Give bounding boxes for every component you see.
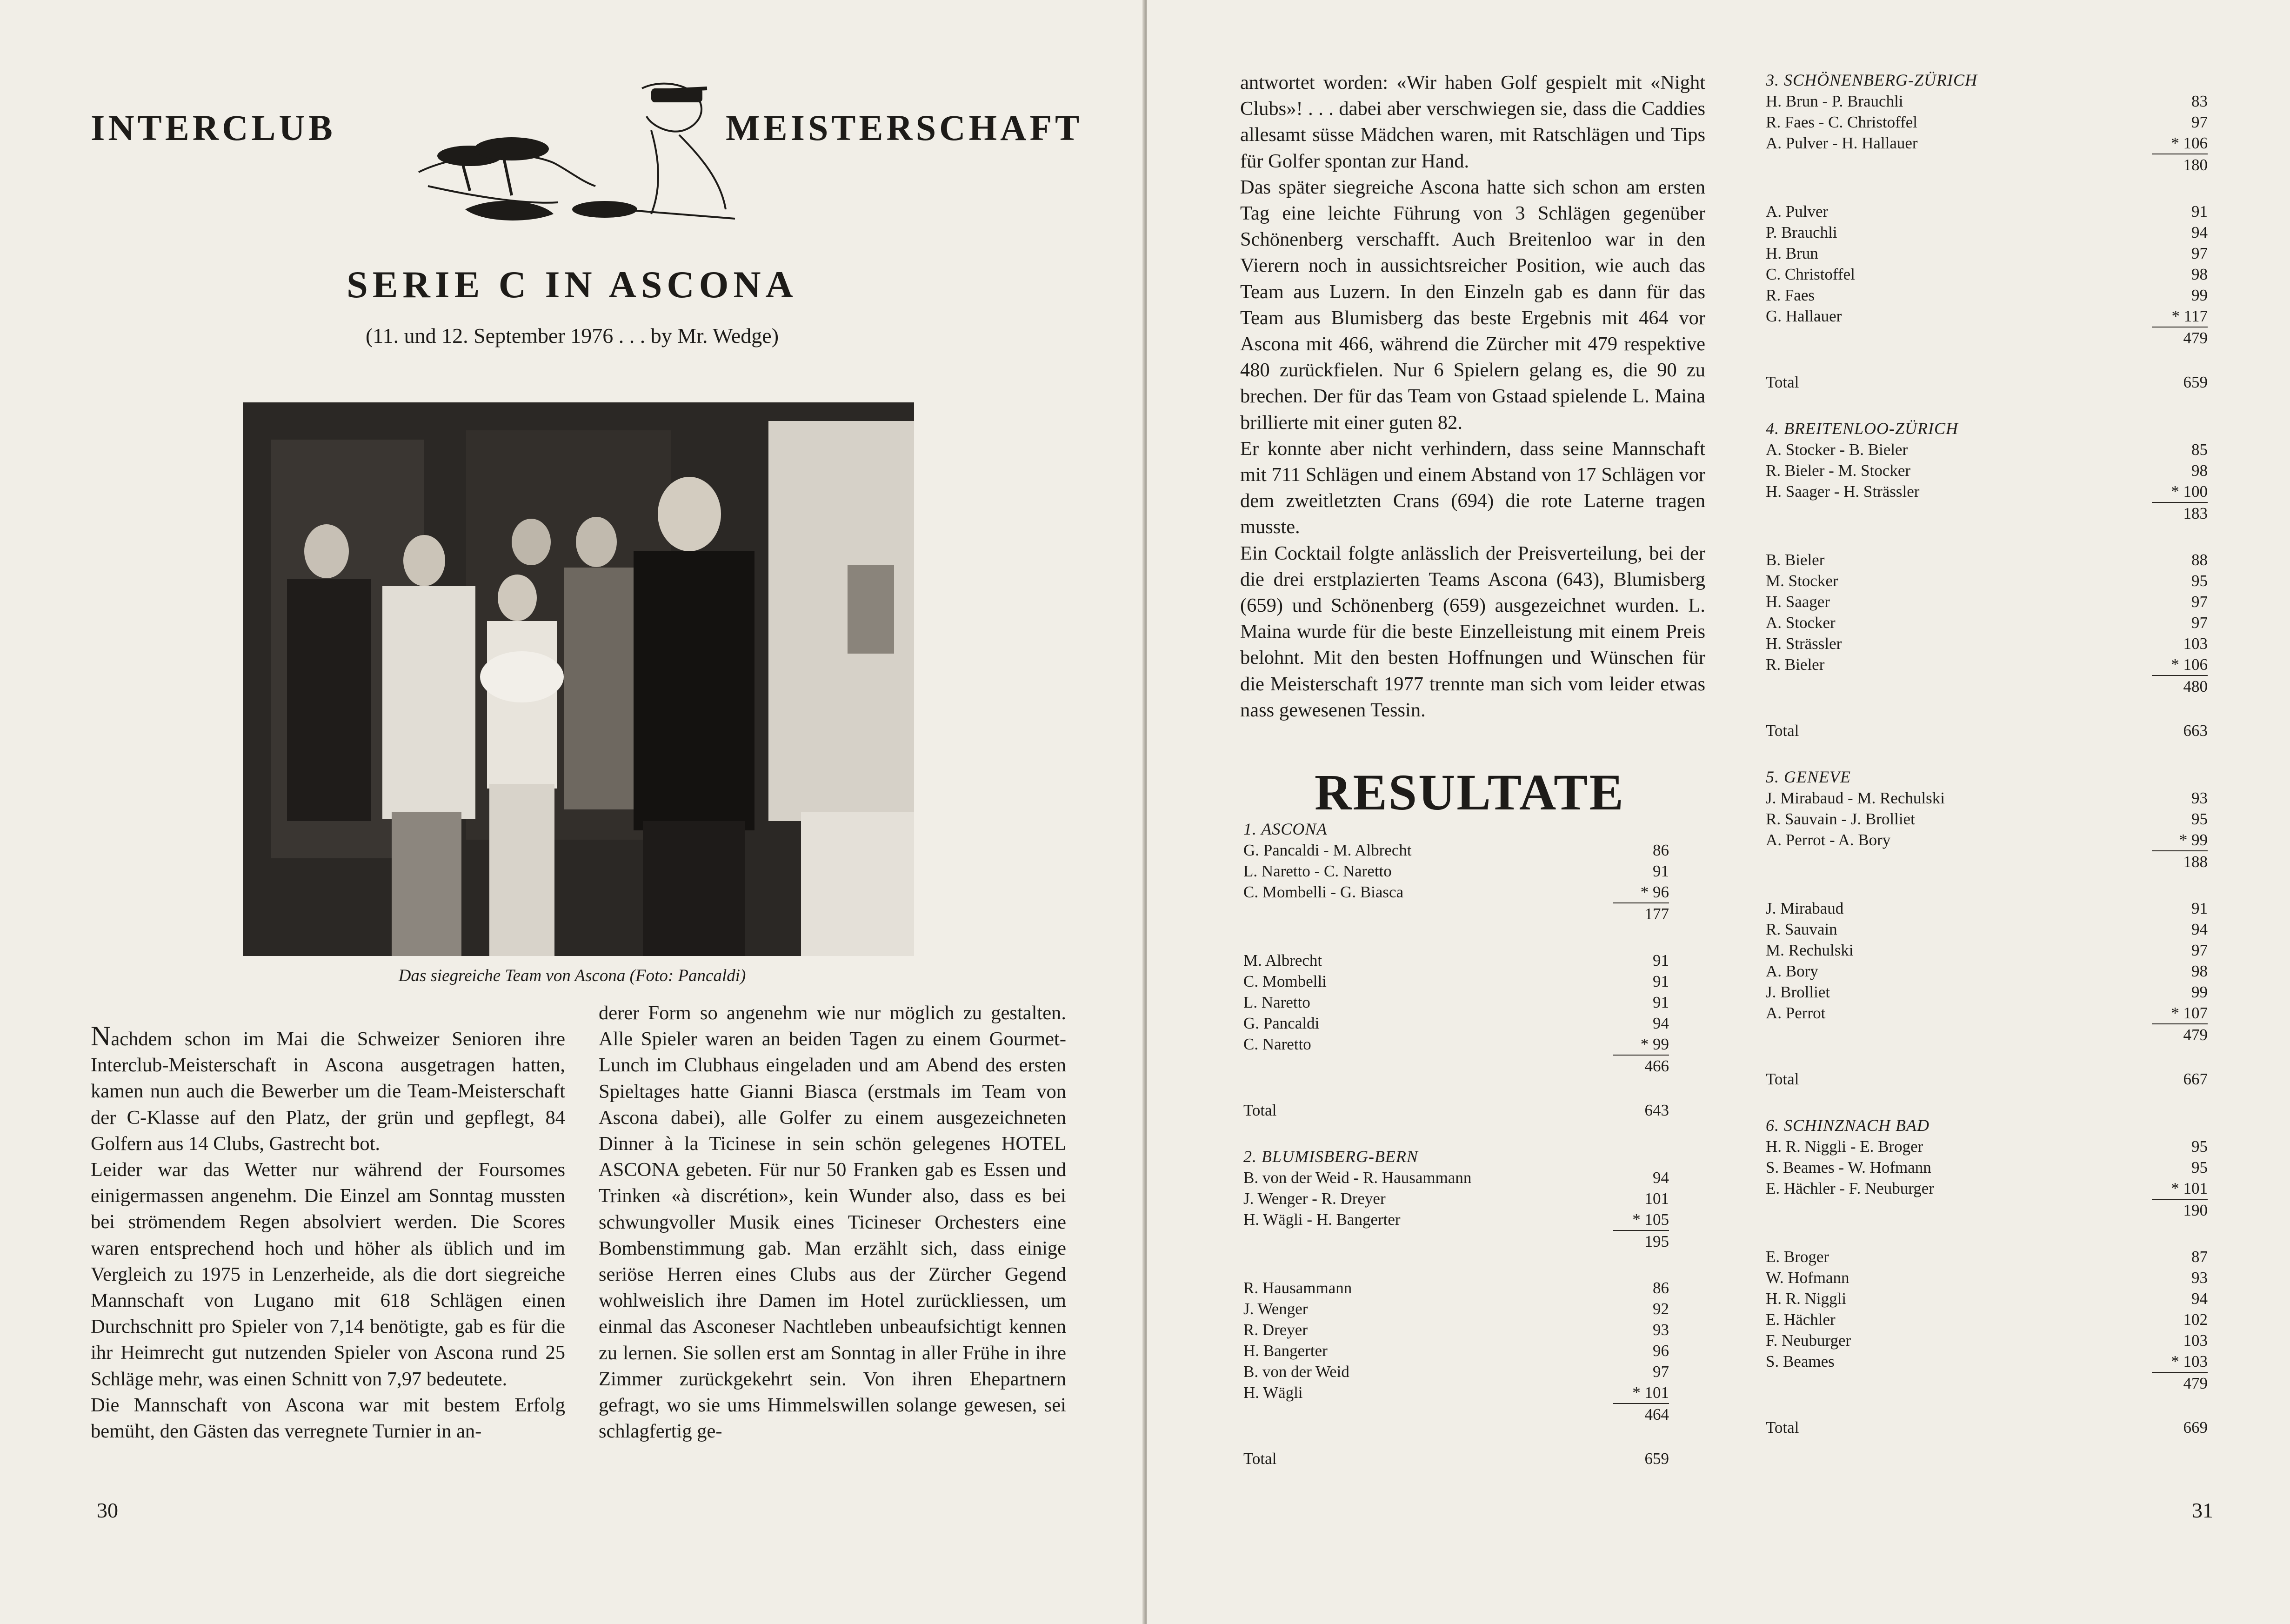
score: 103 (2183, 635, 2208, 653)
result-row (1766, 1157, 2208, 1178)
score: 97 (2191, 941, 2208, 959)
result-row (1766, 809, 2208, 829)
paragraph: derer Form so angenehm wie nur möglich zu gestalten. Alle Spieler waren an beiden Tagen zu einem Gourmet-Lunch im Clubhaus eingeladen und am Abend des ersten Spieltages hatte Gianni Biasca (erstmals im Team von Ascona dabei), alle Golfer zu einem ausgezeichneten Dinner à la Ticinese in sein schön gelegenes HOTEL ASCONA gebeten. Für nur 50 Franken gab es Essen und Trinken «à discrétion», kein Wunder also, dass es bei schwungvoller Musik eines Ticineser Orchesters eine Bombenstimmung gab. Man erzählt sich, dass einige seriöse Herren eines Clubs aus der Zürcher Gegend wohlweislich ihre Damen im Hotel zurückliessen, um einmal das Asconeser Nachtleben unbeaufsichtigt kennen zu lernen. Sie sollen erst am Sonntag in aller Frühe in ihre Zimmer zurückgekehrt sein. Von ihren Ehepartnern gefragt, wo sie ums Himmelswillen solange gewesen, sei schlagfertig ge- (599, 1002, 1066, 1443)
result-row (1766, 591, 2208, 612)
result-row (1766, 788, 2208, 809)
score: 195 (1613, 1230, 1669, 1252)
score: 97 (2191, 614, 2208, 632)
result-row (1243, 882, 1669, 902)
score: 97 (2191, 244, 2208, 262)
result-row (1766, 481, 2208, 502)
result-row (1766, 549, 2208, 570)
player-name: C. Naretto (1243, 1035, 1311, 1053)
result-row (1766, 1309, 2208, 1330)
team-result (1243, 819, 1669, 1121)
result-row (1766, 112, 2208, 133)
result-row (1766, 439, 2208, 460)
player-name: C. Mombelli - G. Biasca (1243, 883, 1404, 901)
result-row (1243, 1361, 1669, 1382)
score: 92 (1653, 1300, 1669, 1318)
score: 93 (2191, 789, 2208, 807)
player-name: H. Brun (1766, 244, 1818, 262)
player-name: J. Mirabaud - M. Rechulski (1766, 789, 1945, 807)
result-row (1766, 285, 2208, 306)
paragraph: antwortet worden: «Wir haben Golf gespielt mit «Night Clubs»! . . . dabei aber verschwiegen sie, dass die Caddies allesamt süsse Mädchen waren, mit Ratschlägen und Tips für Golfer spontan zur Hand. (1240, 72, 1705, 172)
score: 83 (2191, 92, 2208, 110)
player-name: Total (1243, 1450, 1277, 1468)
result-row (1243, 1382, 1669, 1403)
score: 480 (2152, 675, 2208, 697)
results-column-1 (1243, 819, 1669, 1495)
result-row (1243, 1188, 1669, 1209)
player-name: P. Brauchli (1766, 223, 1837, 241)
result-row (1243, 950, 1669, 971)
paragraph: Leider war das Wetter nur während der Foursomes einigermassen angenehm. Die Einzel am Sonntag mussten bei strömendem Regen absolviert werden. Die Scores waren entsprechend hoch und höher als üblich und im Vergleich zu 1975 in Lenzerheide, als die dort siegreiche Mannschaft von Lugano mit 618 Schlägen einen Durchschnitt pro Spieler von 7,14 benötigte, gab es für die ihr Heimrecht gut nutzenden Spieler von Ascona rund 25 Schläge mehr, was einen Schnitt von 7,97 bedeutete. (91, 1159, 565, 1390)
score: 659 (1644, 1450, 1669, 1468)
player-name: J. Wenger (1243, 1300, 1308, 1318)
score: 663 (2183, 722, 2208, 740)
score: * 101 (1632, 1383, 1669, 1402)
score: 479 (2152, 327, 2208, 348)
score: 91 (2191, 202, 2208, 221)
score: 96 (1653, 1342, 1669, 1360)
score: 91 (1653, 972, 1669, 990)
player-name: G. Hallauer (1766, 307, 1842, 325)
score: 97 (1653, 1363, 1669, 1381)
paragraph: Er konnte aber nicht verhindern, dass seine Mannschaft mit 711 Schlägen und einem Abstand von 17 Schlägen vor dem zweitletzten Crans (694) die rote Laterne tragen musste. (1240, 437, 1705, 538)
score: 97 (2191, 113, 2208, 131)
player-name: R. Hausammann (1243, 1279, 1352, 1297)
result-row (1766, 982, 2208, 1002)
result-row (1766, 1246, 2208, 1267)
result-row (1766, 1178, 2208, 1199)
score: 91 (1653, 993, 1669, 1011)
score: 188 (2152, 850, 2208, 872)
result-row (1766, 1023, 2208, 1045)
result-row (1766, 1288, 2208, 1309)
player-name: J. Wenger - R. Dreyer (1243, 1190, 1386, 1208)
score: * 101 (2171, 1179, 2208, 1197)
result-row (1243, 1448, 1669, 1469)
score: 95 (2191, 1137, 2208, 1156)
score: 479 (2152, 1023, 2208, 1045)
paragraph: Die Mannschaft von Ascona war mit bestem Erfolg bemüht, den Gästen das verregnete Turnier in an- (91, 1394, 565, 1443)
player-name: Total (1766, 722, 1799, 740)
score: 95 (2191, 572, 2208, 590)
player-name: S. Beames - W. Hofmann (1766, 1158, 1931, 1176)
article-column-a (91, 1021, 565, 1444)
result-row (1766, 372, 2208, 393)
team-title: 6. SCHINZNACH BAD (1766, 1116, 1930, 1135)
player-name: Total (1243, 1101, 1277, 1119)
score: 94 (2191, 1290, 2208, 1308)
article-column-b (599, 1000, 1066, 1444)
player-name: A. Pulver (1766, 202, 1829, 221)
result-row (1766, 940, 2208, 961)
team-result (1766, 70, 2208, 393)
player-name: J. Brolliet (1766, 983, 1830, 1001)
result-row (1766, 1267, 2208, 1288)
player-name: H. R. Niggli - E. Broger (1766, 1137, 1923, 1156)
team-title: 3. SCHÖNENBERG-ZÜRICH (1766, 71, 1977, 89)
result-row (1766, 222, 2208, 243)
result-row (1766, 829, 2208, 850)
subtitle: SERIE C IN ASCONA (347, 263, 798, 306)
result-row (1766, 264, 2208, 285)
player-name: Total (1766, 1070, 1799, 1088)
result-row (1766, 91, 2208, 112)
player-name: M. Stocker (1766, 572, 1838, 590)
score: 103 (2183, 1331, 2208, 1350)
score: 95 (2191, 1158, 2208, 1176)
player-name: F. Neuburger (1766, 1331, 1851, 1350)
score: * 99 (1640, 1035, 1669, 1053)
result-row (1243, 1340, 1669, 1361)
score: 93 (1653, 1321, 1669, 1339)
player-name: C. Christoffel (1766, 265, 1855, 283)
score: 86 (1653, 841, 1669, 859)
result-row (1243, 1277, 1669, 1298)
score: 88 (2191, 551, 2208, 569)
score: 94 (2191, 223, 2208, 241)
player-name: A. Pulver - H. Hallauer (1766, 134, 1918, 152)
score: * 107 (2171, 1004, 2208, 1022)
score: 91 (2191, 899, 2208, 917)
drop-cap: N (91, 1021, 111, 1051)
result-row (1766, 1330, 2208, 1351)
team-title: 2. BLUMISBERG-BERN (1243, 1147, 1418, 1166)
team-title: 1. ASCONA (1243, 820, 1328, 838)
player-name: R. Faes - C. Christoffel (1766, 113, 1918, 131)
score: 94 (2191, 920, 2208, 938)
player-name: W. Hofmann (1766, 1269, 1849, 1287)
result-row (1243, 1100, 1669, 1121)
score: 180 (2152, 154, 2208, 175)
score: 659 (2183, 373, 2208, 391)
left-page (0, 0, 1144, 1624)
result-row (1766, 898, 2208, 919)
results-column-2 (1766, 70, 2208, 1464)
player-name: B. von der Weid - R. Hausammann (1243, 1169, 1472, 1187)
score: 87 (2191, 1248, 2208, 1266)
score: 102 (2183, 1310, 2208, 1329)
score: 94 (1653, 1169, 1669, 1187)
right-page (1147, 0, 2290, 1624)
score: 98 (2191, 962, 2208, 980)
result-row (1766, 133, 2208, 154)
result-row (1766, 306, 2208, 327)
score: 177 (1613, 902, 1669, 924)
player-name: G. Pancaldi - M. Albrecht (1243, 841, 1412, 859)
player-name: C. Mombelli (1243, 972, 1327, 990)
player-name: R. Sauvain - J. Brolliet (1766, 810, 1915, 828)
player-name: S. Beames (1766, 1352, 1835, 1370)
player-name: E. Broger (1766, 1248, 1829, 1266)
player-name: R. Sauvain (1766, 920, 1837, 938)
score: 464 (1613, 1403, 1669, 1425)
photo-caption: Das siegreiche Team von Ascona (Foto: Pancaldi) (398, 966, 746, 985)
team-title: 5. GENEVE (1766, 768, 1851, 786)
result-row (1243, 1403, 1669, 1425)
player-name: A. Stocker - B. Bieler (1766, 441, 1908, 459)
player-name: B. von der Weid (1243, 1363, 1349, 1381)
player-name: M. Albrecht (1243, 951, 1322, 969)
result-row (1243, 1230, 1669, 1252)
result-row (1766, 612, 2208, 633)
player-name: E. Hächler - F. Neuburger (1766, 1179, 1934, 1197)
player-name: R. Dreyer (1243, 1321, 1308, 1339)
score: 479 (2152, 1372, 2208, 1394)
paragraph: Nachdem schon im Mai die Schweizer Senioren ihre Interclub-Meisterschaft in Ascona ausgetragen hatten, kamen nun auch die Bewerber um die Team-Meisterschaft der C-Klasse auf den Platz, der grün und gepflegt, 84 Golfern aus 14 Clubs, Gastrecht bot. (91, 1021, 565, 1155)
score: * 117 (2171, 307, 2208, 325)
result-row (1766, 654, 2208, 675)
result-row (1243, 1319, 1669, 1340)
result-row (1243, 1167, 1669, 1188)
score: 91 (1653, 951, 1669, 969)
player-name: J. Mirabaud (1766, 899, 1844, 917)
score: 95 (2191, 810, 2208, 828)
score: 98 (2191, 265, 2208, 283)
player-name: R. Faes (1766, 286, 1815, 304)
result-row (1766, 154, 2208, 175)
score: 86 (1653, 1279, 1669, 1297)
score: 97 (2191, 593, 2208, 611)
result-row (1766, 850, 2208, 872)
player-name: H. Saager - H. Strässler (1766, 482, 1920, 501)
result-row (1766, 919, 2208, 940)
result-row (1243, 1034, 1669, 1055)
result-row (1243, 1209, 1669, 1230)
team-result (1766, 1115, 2208, 1438)
player-name: H. Brun - P. Brauchli (1766, 92, 1903, 110)
results-title: RESULTATE (1315, 764, 1625, 821)
result-row (1243, 971, 1669, 992)
player-name: R. Bieler (1766, 655, 1825, 674)
heading-interclub: INTERCLUB (91, 107, 336, 148)
score: * 106 (2171, 655, 2208, 674)
player-name: E. Hächler (1766, 1310, 1836, 1329)
score: * 99 (2179, 831, 2208, 849)
player-name: B. Bieler (1766, 551, 1825, 569)
score: 94 (1653, 1014, 1669, 1032)
score: 466 (1613, 1055, 1669, 1076)
score: 93 (2191, 1269, 2208, 1287)
team-result (1766, 767, 2208, 1089)
team-photo (243, 402, 914, 956)
paragraph: Das später siegreiche Ascona hatte sich schon am ersten Tag eine leichte Führung von 3 Schlägen gegenüber Schönenberg verschafft. Auch Breitenloo war in den Vierern noch in aussichtsreicher Position, wie auch das Team aus Luzern. In den Einzeln gab es dann für das Team aus Blumisberg das beste Ergebnis mit 464 vor Ascona mit 466, während die Zürcher mit 479 respektive 480 zurückfielen. Nur 6 Spielern gelang es, die 90 zu brechen. Der für das Team von Gstaad spielende L. Maina brillierte mit einer guten 82. (1240, 176, 1705, 434)
result-row (1766, 327, 2208, 348)
player-name: Total (1766, 373, 1799, 391)
score: 91 (1653, 862, 1669, 880)
result-row (1243, 840, 1669, 861)
player-name: A. Perrot - A. Bory (1766, 831, 1891, 849)
team-result (1243, 1146, 1669, 1469)
result-row (1766, 502, 2208, 524)
result-row (1243, 902, 1669, 924)
player-name: A. Perrot (1766, 1004, 1826, 1022)
player-name: H. Saager (1766, 593, 1830, 611)
player-name: H. Bangerter (1243, 1342, 1328, 1360)
score: 667 (2183, 1070, 2208, 1088)
result-row (1766, 961, 2208, 982)
result-row (1766, 243, 2208, 264)
player-name: A. Bory (1766, 962, 1818, 980)
result-row (1766, 1136, 2208, 1157)
player-name: H. Strässler (1766, 635, 1842, 653)
result-row (1766, 1069, 2208, 1089)
page-number: 30 (97, 1498, 118, 1522)
paragraph: Ein Cocktail folgte anlässlich der Preisverteilung, bei der die drei erstplazierten Teams Ascona (643), Blumisberg (659) und Schönenberg (659) ausgezeichnet wurden. L. Maina wurde für die beste Einzelleistung mit einem Preis belohnt. Mit den besten Hoffnungen und Wünschen für die Meisterschaft 1977 trennte man sich vom leider etwas nass gewesenen Tessin. (1240, 542, 1705, 721)
result-row (1766, 1351, 2208, 1372)
heading-meisterschaft: MEISTERSCHAFT (726, 107, 1083, 148)
result-row (1766, 1002, 2208, 1023)
result-row (1243, 1013, 1669, 1034)
player-name: R. Bieler - M. Stocker (1766, 461, 1911, 480)
team-result (1766, 418, 2208, 741)
player-name: H. R. Niggli (1766, 1290, 1847, 1308)
page-number: 31 (2192, 1498, 2213, 1522)
team-title: 4. BREITENLOO-ZÜRICH (1766, 419, 1958, 438)
result-row (1243, 1055, 1669, 1076)
result-row (1766, 720, 2208, 741)
player-name: H. Wägli - H. Bangerter (1243, 1210, 1401, 1229)
dateline: (11. und 12. September 1976 . . . by Mr. Wedge) (365, 324, 779, 348)
score: * 96 (1640, 883, 1669, 901)
score: 183 (2152, 502, 2208, 524)
score: 190 (2152, 1199, 2208, 1221)
player-name: L. Naretto (1243, 993, 1310, 1011)
score: * 103 (2171, 1352, 2208, 1370)
result-row (1766, 570, 2208, 591)
result-row (1766, 1372, 2208, 1394)
score: 99 (2191, 983, 2208, 1001)
player-name: L. Naretto - C. Naretto (1243, 862, 1392, 880)
player-name: A. Stocker (1766, 614, 1836, 632)
result-row (1766, 460, 2208, 481)
player-name: Total (1766, 1418, 1799, 1437)
score: * 100 (2171, 482, 2208, 501)
result-row (1243, 861, 1669, 882)
golfer-illustration (400, 70, 754, 242)
result-row (1766, 201, 2208, 222)
score: 99 (2191, 286, 2208, 304)
score: 669 (2183, 1418, 2208, 1437)
score: * 106 (2171, 134, 2208, 152)
score: 101 (1644, 1190, 1669, 1208)
score: * 105 (1632, 1210, 1669, 1229)
score: 643 (1644, 1101, 1669, 1119)
player-name: G. Pancaldi (1243, 1014, 1320, 1032)
result-row (1766, 1417, 2208, 1438)
result-row (1766, 633, 2208, 654)
result-row (1766, 1199, 2208, 1221)
player-name: M. Rechulski (1766, 941, 1854, 959)
article-column-c (1240, 70, 1705, 723)
result-row (1766, 675, 2208, 697)
result-row (1243, 1298, 1669, 1319)
player-name: H. Wägli (1243, 1383, 1303, 1402)
result-row (1243, 992, 1669, 1013)
score: 85 (2191, 441, 2208, 459)
score: 98 (2191, 461, 2208, 480)
